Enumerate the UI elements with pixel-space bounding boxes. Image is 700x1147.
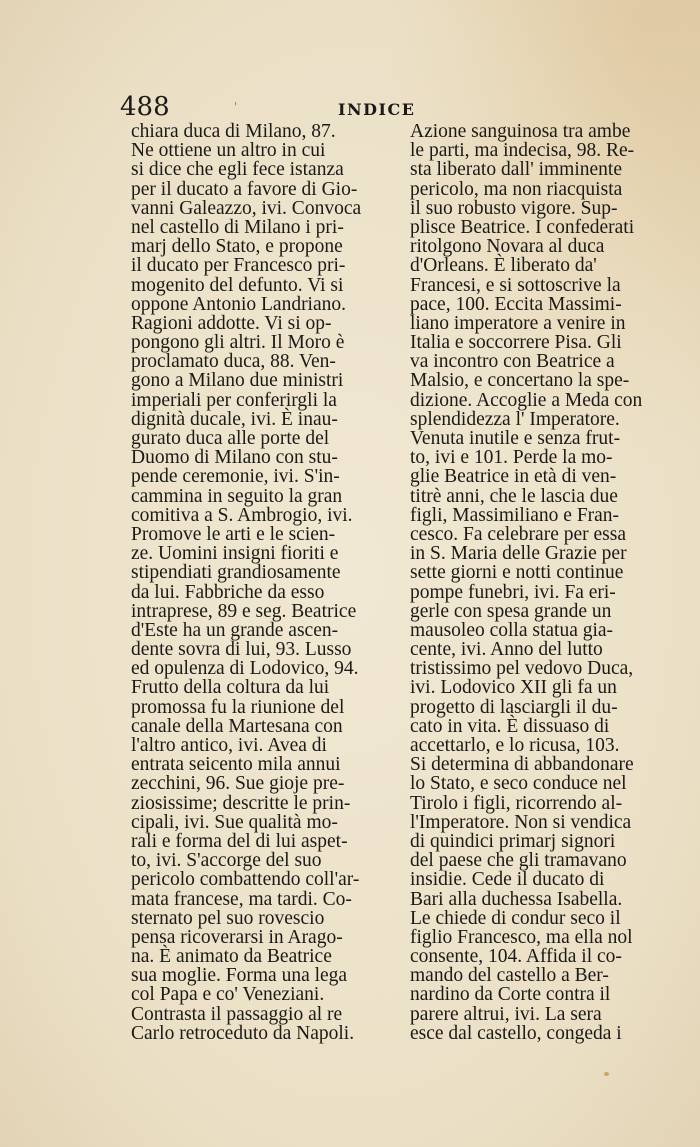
text-line: lo Stato, e seco conduce nel bbox=[410, 773, 627, 795]
text-line: to, ivi. S'accorge del suo bbox=[131, 850, 322, 872]
text-line: dizione. Accoglie a Meda con bbox=[410, 389, 643, 411]
text-line: gurato duca alle porte del bbox=[131, 428, 330, 449]
text-line: chiara duca di Milano, 87. bbox=[131, 121, 336, 142]
text-line: entrata seicento mila annui bbox=[131, 754, 341, 776]
text-line: nardino da Corte contra il bbox=[410, 984, 611, 1006]
text-line: mogenito del defunto. Vi si bbox=[131, 274, 344, 296]
text-line: Venuta inutile e senza frut- bbox=[410, 428, 621, 449]
text-line: pompe funebri, ivi. Fa eri- bbox=[410, 581, 616, 603]
text-line: cammina in seguito la gran bbox=[131, 485, 343, 507]
text-line: sette giorni e notti continue bbox=[410, 562, 624, 584]
text-line: sta liberato dall' imminente bbox=[410, 159, 622, 181]
text-line: pericolo, ma non riacquista bbox=[410, 178, 623, 200]
right-text-column bbox=[410, 122, 682, 1043]
left-text-column bbox=[131, 122, 399, 1043]
text-line: consente, 104. Affida il co- bbox=[410, 946, 622, 968]
text-line: zecchini, 96. Sue gioje pre- bbox=[131, 773, 345, 795]
text-line: gerle con spesa grande un bbox=[410, 600, 612, 622]
text-line: Azione sanguinosa tra ambe bbox=[410, 121, 631, 142]
text-line: sternato pel suo rovescio bbox=[131, 907, 325, 929]
text-line: vanni Galeazzo, ivi. Convoca bbox=[131, 197, 362, 219]
text-line: Malsio, e concertano la spe- bbox=[410, 370, 630, 392]
text-line: mausoleo colla statua gia- bbox=[410, 619, 614, 641]
text-line: va incontro con Beatrice a bbox=[410, 351, 615, 373]
text-line: imperiali per conferirgli la bbox=[131, 389, 337, 411]
text-line: il ducato per Francesco pri- bbox=[131, 255, 346, 277]
text-line: cato in vita. È dissuaso di bbox=[410, 715, 610, 737]
text-line: Tirolo i figli, ricorrendo al- bbox=[410, 792, 623, 814]
text-line: oppone Antonio Landriano. bbox=[131, 293, 347, 315]
text-line: per il ducato a favore di Gio- bbox=[131, 178, 358, 200]
text-line: ed opulenza di Lodovico, 94. bbox=[131, 658, 359, 680]
text-line: si dice che egli fece istanza bbox=[131, 159, 344, 181]
text-line: accettarlo, e lo ricusa, 103. bbox=[410, 735, 620, 756]
text-line: parere altrui, ivi. La sera bbox=[410, 1003, 602, 1025]
text-line: Promove le arti e le scien- bbox=[131, 523, 336, 545]
text-line: proclamato duca, 88. Ven- bbox=[131, 351, 336, 373]
text-line: Le chiede di condur seco il bbox=[410, 907, 621, 929]
text-line: pace, 100. Eccita Massimi- bbox=[410, 293, 622, 315]
text-line: nel castello di Milano i pri- bbox=[131, 216, 344, 238]
text-line: Contrasta il passaggio al re bbox=[131, 1003, 343, 1025]
text-line: del paese che gli tramavano bbox=[410, 850, 627, 872]
text-line: Si determina di abbandonare bbox=[410, 754, 634, 776]
running-title: INDICE bbox=[338, 100, 416, 119]
text-line: pongono gli altri. Il Moro è bbox=[131, 332, 345, 354]
text-line: sua moglie. Forma una lega bbox=[131, 965, 348, 987]
text-line: promossa fu la riunione del bbox=[131, 696, 345, 718]
text-line: Ragioni addotte. Vi si op- bbox=[131, 312, 332, 334]
text-line: ritolgono Novara al duca bbox=[410, 236, 605, 258]
text-line: cipali, ivi. Sue qualità mo- bbox=[131, 811, 338, 833]
text-line: il suo robusto vigore. Sup- bbox=[410, 197, 618, 219]
text-line: dignità ducale, ivi. È inau- bbox=[131, 408, 338, 430]
text-line: marj dello Stato, e propone bbox=[131, 236, 343, 258]
text-line: da lui. Fabbriche da esso bbox=[131, 581, 325, 603]
text-line: plisce Beatrice. I confederati bbox=[410, 216, 635, 238]
text-line: ze. Uomini insigni fioriti e bbox=[131, 543, 339, 565]
text-line: figlio Francesco, ma ella nol bbox=[410, 926, 633, 948]
text-line: le parti, ma indecisa, 98. Re- bbox=[410, 140, 635, 162]
text-line: pericolo combattendo coll'ar- bbox=[131, 869, 360, 891]
text-line: figli, Massimiliano e Fran- bbox=[410, 504, 620, 526]
text-line: pende ceremonie, ivi. S'in- bbox=[131, 466, 340, 488]
text-line: comitiva a S. Ambrogio, ivi. bbox=[131, 504, 353, 526]
ink-mark: ' bbox=[234, 100, 238, 114]
text-line: ziosissime; descritte le prin- bbox=[131, 792, 351, 814]
text-line: esce dal castello, congeda i bbox=[410, 1022, 622, 1044]
text-line: d'Este ha un grande ascen- bbox=[131, 619, 339, 641]
text-line: stipendiati grandiosamente bbox=[131, 562, 341, 584]
text-line: Italia e soccorrere Pisa. Gli bbox=[410, 332, 622, 354]
page-number: 488 bbox=[120, 92, 170, 122]
text-line: progetto di lasciargli il du- bbox=[410, 696, 618, 718]
text-line: Frutto della coltura da lui bbox=[131, 677, 330, 699]
text-line: canale della Martesana con bbox=[131, 715, 343, 737]
text-line: splendidezza l' Imperatore. bbox=[410, 408, 620, 430]
text-line: d'Orleans. È liberato da' bbox=[410, 255, 597, 277]
text-line: Ne ottiene un altro in cui bbox=[131, 140, 326, 162]
text-line: pensa ricoverarsi in Arago- bbox=[131, 926, 343, 948]
text-line: rali e forma del di lui aspet- bbox=[131, 830, 348, 852]
text-line: Francesi, e si sottoscrive la bbox=[410, 274, 621, 296]
text-line: dente sovra di lui, 93. Lusso bbox=[131, 639, 352, 661]
text-line: insidie. Cede il ducato di bbox=[410, 869, 605, 891]
text-line: in S. Maria delle Grazie per bbox=[410, 543, 627, 565]
text-line: Carlo retroceduto da Napoli. bbox=[131, 1022, 355, 1044]
text-line: Duomo di Milano con stu- bbox=[131, 447, 338, 469]
text-line: tristissimo pel vedovo Duca, bbox=[410, 658, 634, 680]
text-line: cesco. Fa celebrare per essa bbox=[410, 523, 626, 545]
text-line: col Papa e co' Veneziani. bbox=[131, 984, 325, 1006]
text-line: mata francese, ma tardi. Co- bbox=[131, 888, 352, 910]
text-line: l'altro antico, ivi. Avea di bbox=[131, 735, 327, 756]
text-line: l'Imperatore. Non si vendica bbox=[410, 811, 632, 833]
text-line: di quindici primarj signori bbox=[410, 830, 616, 852]
text-line: intraprese, 89 e seg. Beatrice bbox=[131, 600, 357, 622]
text-line: gono a Milano due ministri bbox=[131, 370, 344, 392]
text-line: glie Beatrice in età di ven- bbox=[410, 466, 617, 488]
text-line: mando del castello a Ber- bbox=[410, 965, 609, 987]
text-line: titrè anni, che le lascia due bbox=[410, 485, 618, 507]
text-line: cente, ivi. Anno del lutto bbox=[410, 639, 603, 661]
paper-stain bbox=[604, 1072, 609, 1076]
text-line: na. È animato da Beatrice bbox=[131, 946, 332, 968]
text-line: ivi. Lodovico XII gli fa un bbox=[410, 677, 617, 699]
text-line: liano imperatore a venire in bbox=[410, 312, 626, 334]
text-line: to, ivi e 101. Perde la mo- bbox=[410, 447, 613, 469]
text-line: Bari alla duchessa Isabella. bbox=[410, 888, 623, 910]
